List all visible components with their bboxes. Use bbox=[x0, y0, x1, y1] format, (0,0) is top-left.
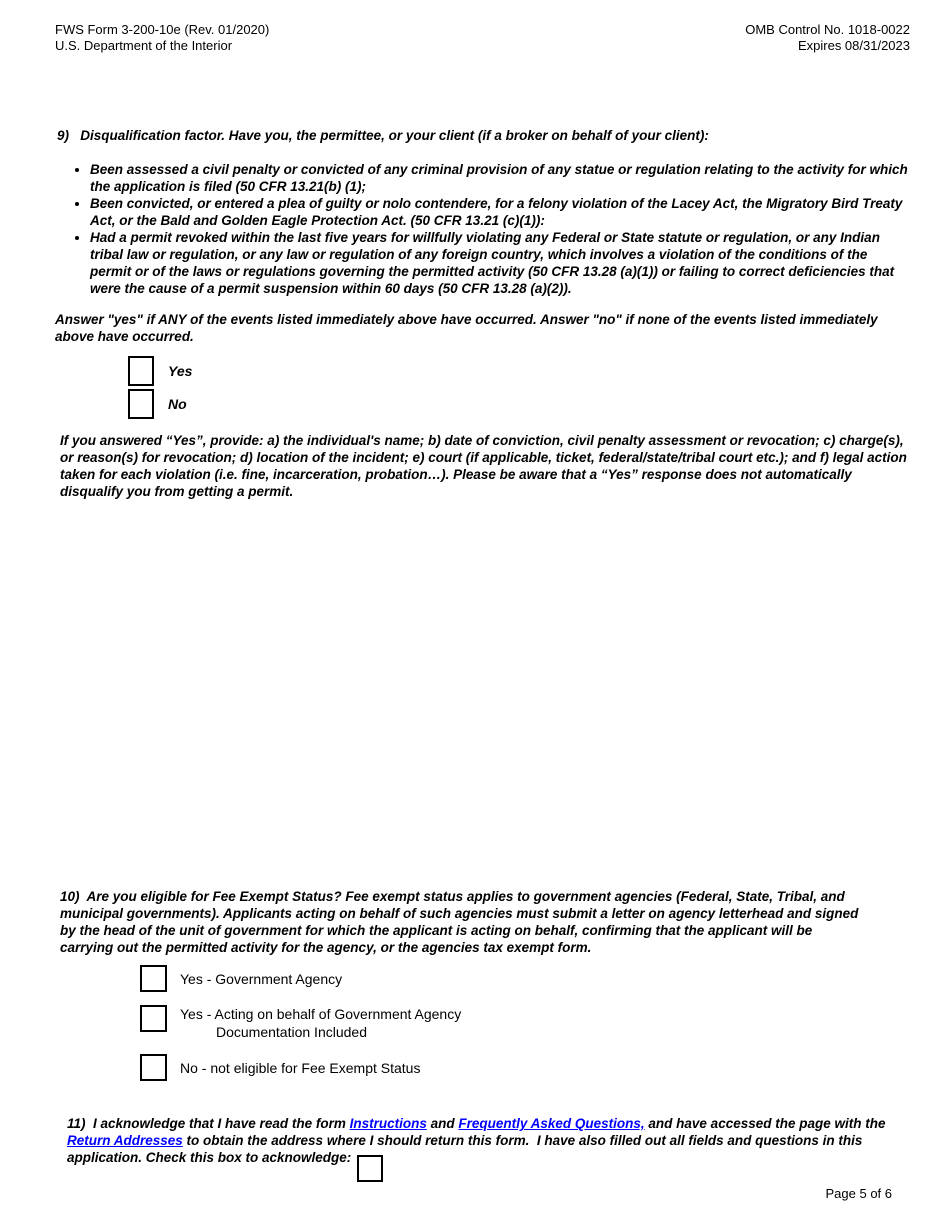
bullet-felony-conviction: • Been convicted, or entered a plea of guilty or nolo contendere, for a felony violation of the Lacey Act, the Migratory Bird Treaty Act, or the Bald and Golden Eagle Protection Act. (50 CFR 13.21 (c)(1)): bbox=[90, 195, 910, 229]
q9-yes-label: Yes bbox=[168, 363, 193, 379]
q10-acting-on-behalf-labels bbox=[180, 1005, 461, 1041]
bullet-permit-revoked: • Had a permit revoked within the last five years for willfully violating any Federal or State statute or regulation, or any Indian tribal law or regulation, or any law or regulation of any foreign country, which involves a violation of the conditions of the permit or of the laws or regulations governing the permitted activity (50 CFR 13.28 (a)(1)) or failing to correct deficiencies that were the cause of a permit suspension within 60 days (50 CFR 13.28 (a)(2)). bbox=[90, 229, 910, 297]
q9-yes-checkbox[interactable] bbox=[128, 356, 154, 386]
page-footer bbox=[55, 1186, 910, 1201]
question10-text: 10) Are you eligible for Fee Exempt Status? Fee exempt status applies to government agencies (Federal, State, Tribal, and municipal governments). Applicants acting on behalf of such agencies must submit a letter on agency letterhead and signed by the head of the unit of government for which the applicant is acting on behalf, confirming that the applicant will be carrying out the permitted activity for the agency, or the agencies tax exempt form. bbox=[60, 889, 863, 955]
q10-not-eligible-checkbox[interactable] bbox=[140, 1054, 167, 1081]
q9-no-row bbox=[128, 389, 910, 419]
blank-response-area bbox=[55, 500, 910, 888]
department-name: U.S. Department of the Interior bbox=[55, 37, 233, 53]
instructions-link[interactable]: Instructions bbox=[349, 1116, 427, 1131]
expiration-date: Expires 08/31/2023 bbox=[797, 37, 910, 53]
q10-documentation-included-label: Documentation Included bbox=[216, 1024, 367, 1040]
q10-yes-government-checkbox[interactable] bbox=[140, 965, 167, 992]
question11-text bbox=[67, 1115, 910, 1182]
q10-not-eligible-label: No - not eligible for Fee Exempt Status bbox=[180, 1059, 421, 1076]
q10-acting-on-behalf-row bbox=[140, 1005, 910, 1041]
q11-text-part4: to obtain the address where I should return this form. I have also filled out all fields and questions in this application. Check this box to acknowledge: bbox=[67, 1133, 867, 1165]
question9-options bbox=[128, 356, 910, 419]
header-left bbox=[55, 22, 269, 53]
faq-link[interactable]: Frequently Asked Questions, bbox=[458, 1116, 645, 1131]
page-number: Page 5 of 6 bbox=[825, 1186, 892, 1201]
omb-control-number: OMB Control No. 1018-0022 bbox=[745, 22, 910, 37]
q10-yes-government-row bbox=[140, 965, 910, 992]
q10-acting-on-behalf-label: Yes - Acting on behalf of Government Agency bbox=[180, 1006, 462, 1022]
form-number: FWS Form 3-200-10e (Rev. 01/2020) bbox=[55, 22, 270, 37]
if-yes-note: If you answered “Yes”, provide: a) the individual's name; b) date of conviction, civil penalty assessment or revocation; c) charge(s), or reason(s) for revocation; d) location of the incident; e) court (if applicable, ticket, federal/state/tribal court etc.); and f) legal action taken for each violation (i.e. fine, incarceration, probation…). Please be aware that a “Yes” response does not automatically disqualify you from getting a permit. bbox=[60, 433, 911, 499]
q10-yes-government-label: Yes - Government Agency bbox=[180, 970, 343, 987]
q11-text-part1: 11) I acknowledge that I have read the form bbox=[67, 1116, 350, 1131]
return-addresses-link[interactable]: Return Addresses bbox=[67, 1133, 183, 1148]
q9-no-checkbox[interactable] bbox=[128, 389, 154, 419]
q9-yes-row bbox=[128, 356, 910, 386]
bullet-civil-penalty: • Been assessed a civil penalty or convicted of any criminal provision of any statue or regulation relating to the activity for which the application is filed (50 CFR 13.21(b) (1); bbox=[90, 161, 910, 195]
header-right bbox=[745, 22, 910, 53]
q11-acknowledge-checkbox[interactable] bbox=[357, 1155, 383, 1182]
answer-instruction: Answer "yes" if ANY of the events listed immediately above have occurred. Answer "no" if none of the events listed immediately above have occurred. bbox=[55, 312, 882, 344]
q10-not-eligible-row bbox=[140, 1054, 910, 1081]
q11-text-part3: and have accessed the page with the bbox=[644, 1116, 890, 1131]
q11-text-part2: and bbox=[426, 1116, 459, 1131]
question9-bullet-list bbox=[55, 161, 910, 297]
question10-options bbox=[140, 965, 910, 1081]
question9-heading: 9) Disqualification factor. Have you, the permittee, or your client (if a broker on behalf of your client): bbox=[57, 128, 709, 143]
page-header bbox=[55, 22, 910, 53]
q9-no-label: No bbox=[168, 396, 187, 412]
q10-acting-on-behalf-checkbox[interactable] bbox=[140, 1005, 167, 1032]
